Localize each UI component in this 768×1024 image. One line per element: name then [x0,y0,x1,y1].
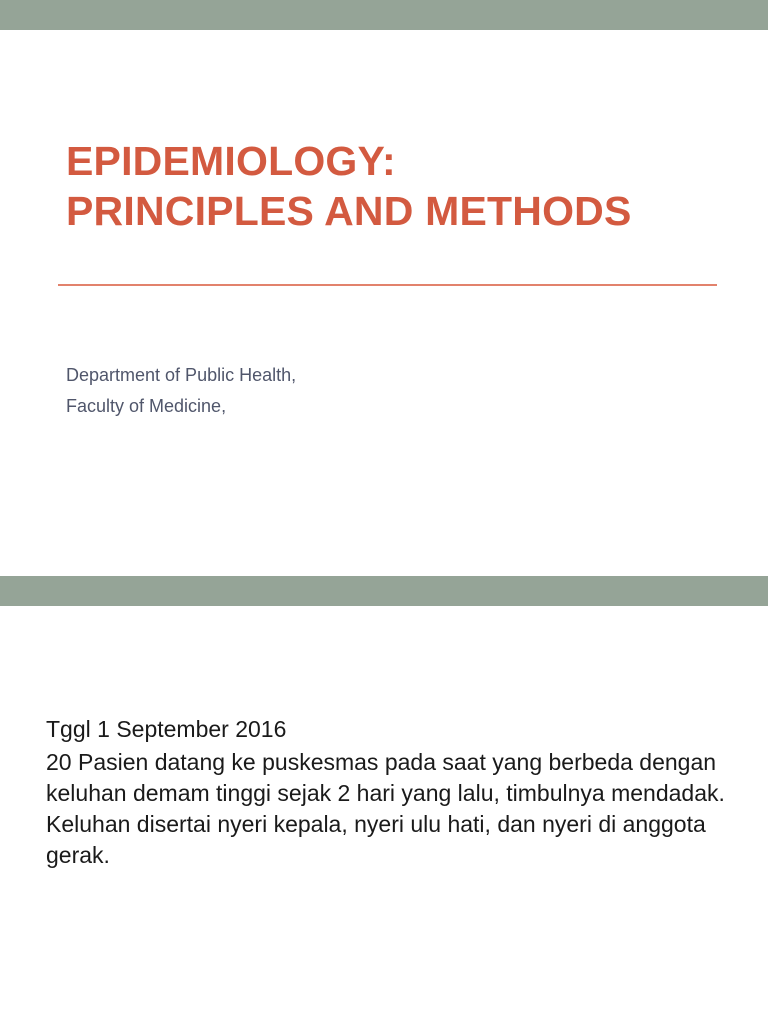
subtitle-line-2: Faculty of Medicine, [66,396,227,416]
title-underline-rule [58,284,717,286]
case-slide [0,606,768,1024]
slide-title-line-2: PRINCIPLES AND METHODS [66,188,632,234]
slide-title [66,136,632,236]
slide-subtitle [66,360,296,422]
case-date: Tggl 1 September 2016 [46,716,287,742]
slide-divider-band [0,576,768,606]
top-divider-band [0,0,768,30]
subtitle-line-1: Department of Public Health, [66,365,297,385]
slide-title-line-1: EPIDEMIOLOGY: [66,138,396,184]
case-description: 20 Pasien datang ke puskesmas pada saat yang berbeda dengan keluhan demam tinggi sejak 2 hari yang lalu, timbulnya mendadak. Keluhan disertai nyeri kepala, nyeri ulu hati, dan nyeri di anggota gerak. [46,749,725,868]
title-slide [0,30,768,576]
case-text-block [46,714,736,871]
